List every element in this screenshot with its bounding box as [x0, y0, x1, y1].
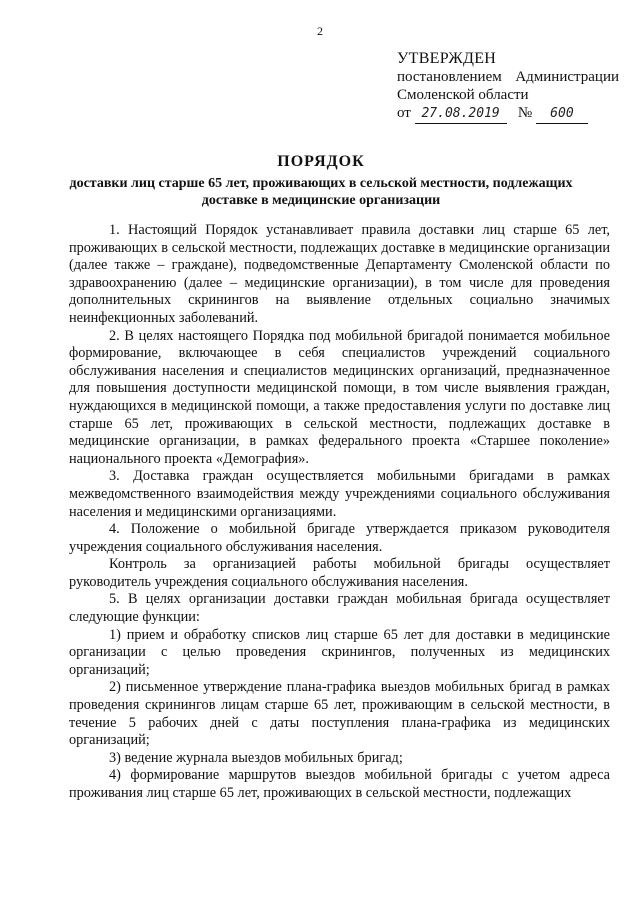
number-label: №	[517, 105, 533, 121]
document-title	[62, 152, 580, 209]
date-prefix: от	[397, 105, 411, 121]
handwritten-date: 27.08.2019	[415, 105, 507, 124]
list-item-2: 2) письменное утверждение плана-графика выездов мобильных бригад в рамках проведения скринингов лицам старше 65 лет, проживающим в сельской местности, в течение 5 рабочих дней с даты поступления плана-графика из медицинских организаций;	[69, 679, 610, 749]
paragraph-1: 1. Настоящий Порядок устанавливает правила доставки лиц старше 65 лет, проживающих в сельской местности, подлежащих доставке в медицинские организации (далее также – граждане), подведомственные Департаменту Смоленской области по здравоохранению (далее – медицинские организации), в том числе для проведения дополнительных скринингов на выявление отдельных социально значимых неинфекционных заболеваний.	[69, 222, 610, 326]
title-subtitle: доставки лиц старше 65 лет, проживающих в сельской местности, подлежащих доставке в медицинские организации	[69, 176, 573, 208]
approval-line-2: Смоленской области	[397, 87, 529, 103]
list-item-4: 4) формирование маршрутов выездов мобильной бригады с учетом адреса проживания лиц старше 65 лет, проживающих в сельской местности, подлежащих	[69, 767, 610, 801]
approval-stamp	[397, 50, 619, 124]
paragraph-3: 3. Доставка граждан осуществляется мобильными бригадами в рамках межведомственного взаимодействия между учреждениями социального обслуживания населения и медицинскими организациями.	[69, 468, 610, 520]
approval-date-line	[397, 104, 619, 124]
paragraph-2: 2. В целях настоящего Порядка под мобильной бригадой понимается мобильное формирование, включающее в себя специалистов учреждений социального обслуживания населения и специалистов медицинских организаций, предназначенное для повышения доступности медицинской помощи, в том числе выявления граждан, нуждающихся в медицинской помощи, а также предоставления услуги по доставке лиц старше 65 лет, проживающих в сельской местности, подлежащих доставке в медицинские организации, в рамках федерального проекта «Старшее поколение» национального проекта «Демография».	[69, 327, 610, 467]
approval-heading: УТВЕРЖДЕН	[397, 50, 497, 67]
list-item-3: 3) ведение журнала выездов мобильных бригад;	[109, 749, 403, 766]
paragraph-4: 4. Положение о мобильной бригаде утверждается приказом руководителя учреждения социального обслуживания населения.	[69, 521, 610, 555]
approval-line-1: постановлением Администрации	[397, 69, 619, 85]
document-body	[69, 222, 610, 803]
title-main: ПОРЯДОК	[277, 153, 365, 170]
list-item-1: 1) прием и обработку списков лиц старше 65 лет для доставки в медицинские организации с целью проведения скринингов, полученных из медицинских организаций;	[69, 626, 610, 678]
page-number: 2	[317, 24, 323, 38]
paragraph-5: 5. В целях организации доставки граждан мобильная бригада осуществляет следующие функции:	[69, 591, 610, 626]
handwritten-number: 600	[536, 105, 588, 124]
paragraph-control: Контроль за организацией работы мобильной бригады осуществляет руководитель учреждения социального обслуживания населения.	[69, 556, 610, 590]
